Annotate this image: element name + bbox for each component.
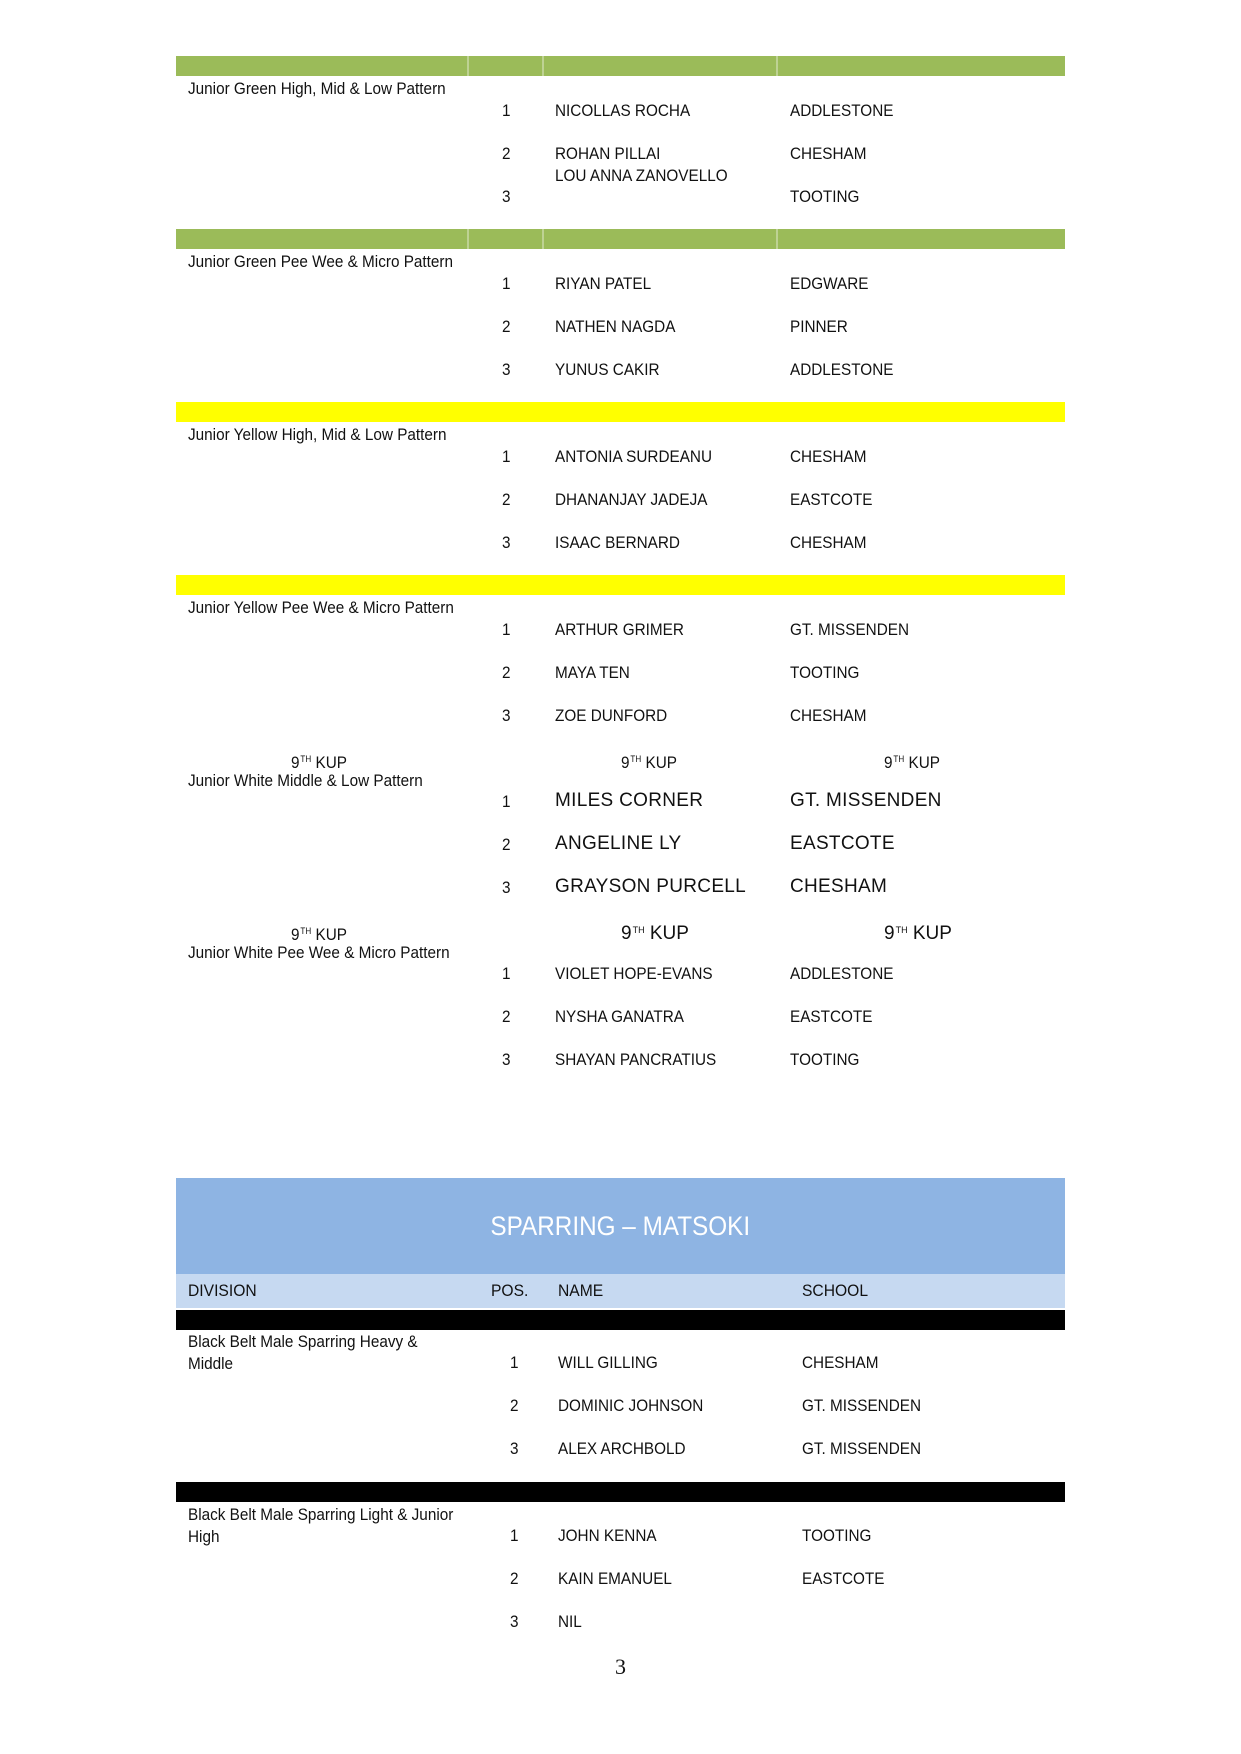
result-school: EASTCOTE: [802, 1569, 885, 1588]
result-position: 1: [502, 101, 511, 120]
result-school: ADDLESTONE: [790, 964, 894, 983]
result-name: SHAYAN PANCRATIUS: [555, 1050, 717, 1069]
result-school: TOOTING: [790, 663, 860, 682]
result-position: 3: [502, 360, 511, 379]
header-pos: POS.: [491, 1281, 529, 1300]
result-name: ROHAN PILLAI: [555, 144, 661, 163]
result-position: 3: [510, 1439, 519, 1458]
result-school: EDGWARE: [790, 274, 869, 293]
result-position: 1: [502, 447, 511, 466]
result-school: GT. MISSENDEN: [790, 620, 910, 639]
result-name: LOU ANNA ZANOVELLO: [555, 166, 728, 185]
division-name: Black Belt Male Sparring Light & Junior: [188, 1505, 454, 1524]
header-school: SCHOOL: [802, 1281, 869, 1300]
division-name: Junior Green Pee Wee & Micro Pattern: [188, 252, 454, 271]
division-name-cont: High: [188, 1527, 220, 1546]
result-school: EASTCOTE: [790, 490, 873, 509]
result-position: 1: [510, 1353, 519, 1372]
division-name-cont: Middle: [188, 1354, 234, 1373]
result-school: TOOTING: [802, 1526, 872, 1545]
division-name: Black Belt Male Sparring Heavy &: [188, 1332, 418, 1351]
result-school: CHESHAM: [790, 447, 867, 466]
result-position: 3: [502, 878, 511, 897]
result-name: ANGELINE LY: [555, 833, 682, 854]
result-school: TOOTING: [790, 187, 860, 206]
result-position: 2: [502, 317, 511, 336]
result-name: MILES CORNER: [555, 790, 704, 811]
division-bar-black: [176, 1310, 1065, 1330]
result-position: 1: [502, 620, 511, 639]
header-division: DIVISION: [188, 1281, 257, 1300]
result-name: DOMINIC JOHNSON: [558, 1396, 704, 1415]
result-school: GT. MISSENDEN: [790, 790, 942, 811]
result-position: 2: [510, 1396, 519, 1415]
division-bar-green: [176, 56, 1065, 76]
result-position: 2: [502, 663, 511, 682]
result-position: 2: [502, 144, 511, 163]
section-title: SPARRING – MATSOKI: [176, 1178, 1065, 1274]
result-position: 1: [502, 792, 511, 811]
result-name: VIOLET HOPE-EVANS: [555, 964, 713, 983]
result-name: KAIN EMANUEL: [558, 1569, 672, 1588]
result-position: 2: [510, 1569, 519, 1588]
result-position: 3: [510, 1612, 519, 1631]
result-position: 1: [502, 964, 511, 983]
result-school: EASTCOTE: [790, 833, 895, 854]
result-position: 3: [502, 706, 511, 725]
result-school: GT. MISSENDEN: [802, 1396, 922, 1415]
kup-label: 9TH KUP: [291, 753, 347, 772]
kup-label: 9TH KUP: [884, 753, 940, 772]
result-position: 1: [510, 1526, 519, 1545]
kup-label: 9TH KUP: [621, 753, 677, 772]
result-school: PINNER: [790, 317, 848, 336]
result-name: ALEX ARCHBOLD: [558, 1439, 686, 1458]
result-school: GT. MISSENDEN: [802, 1439, 922, 1458]
division-name: Junior Yellow High, Mid & Low Pattern: [188, 425, 447, 444]
result-name: ARTHUR GRIMER: [555, 620, 684, 639]
result-name: GRAYSON PURCELL: [555, 876, 747, 897]
result-position: 2: [502, 490, 511, 509]
result-position: 1: [502, 274, 511, 293]
result-name: NYSHA GANATRA: [555, 1007, 684, 1026]
result-school: TOOTING: [790, 1050, 860, 1069]
result-school: CHESHAM: [790, 144, 867, 163]
division-bar-yellow: [176, 402, 1065, 422]
result-name: YUNUS CAKIR: [555, 360, 660, 379]
division-name: Junior White Middle & Low Pattern: [188, 771, 423, 790]
result-name: MAYA TEN: [555, 663, 630, 682]
kup-label: 9TH KUP: [621, 923, 689, 944]
result-name: WILL GILLING: [558, 1353, 658, 1372]
result-school: CHESHAM: [802, 1353, 879, 1372]
division-bar-yellow: [176, 575, 1065, 595]
result-school: ADDLESTONE: [790, 101, 894, 120]
result-position: 3: [502, 533, 511, 552]
division-name: Junior White Pee Wee & Micro Pattern: [188, 943, 450, 962]
result-name: NIL: [558, 1612, 582, 1631]
result-name: RIYAN PATEL: [555, 274, 652, 293]
result-name: DHANANJAY JADEJA: [555, 490, 708, 509]
result-name: ANTONIA SURDEANU: [555, 447, 713, 466]
division-name: Junior Green High, Mid & Low Pattern: [188, 79, 446, 98]
result-position: 3: [502, 1050, 511, 1069]
result-name: NICOLLAS ROCHA: [555, 101, 691, 120]
result-school: EASTCOTE: [790, 1007, 873, 1026]
kup-label: 9TH KUP: [291, 925, 347, 944]
table-header: [176, 1274, 1065, 1308]
result-position: 2: [502, 835, 511, 854]
result-name: ISAAC BERNARD: [555, 533, 680, 552]
page-number: 3: [615, 1654, 626, 1679]
header-name: NAME: [558, 1281, 604, 1300]
division-name: Junior Yellow Pee Wee & Micro Pattern: [188, 598, 454, 617]
kup-label: 9TH KUP: [884, 923, 952, 944]
result-name: NATHEN NAGDA: [555, 317, 676, 336]
result-school: ADDLESTONE: [790, 360, 894, 379]
result-position: 3: [502, 187, 511, 206]
result-school: CHESHAM: [790, 876, 888, 897]
result-name: JOHN KENNA: [558, 1526, 657, 1545]
result-position: 2: [502, 1007, 511, 1026]
result-school: CHESHAM: [790, 533, 867, 552]
division-bar-green: [176, 229, 1065, 249]
result-name: ZOE DUNFORD: [555, 706, 668, 725]
division-bar-black: [176, 1482, 1065, 1502]
result-school: CHESHAM: [790, 706, 867, 725]
